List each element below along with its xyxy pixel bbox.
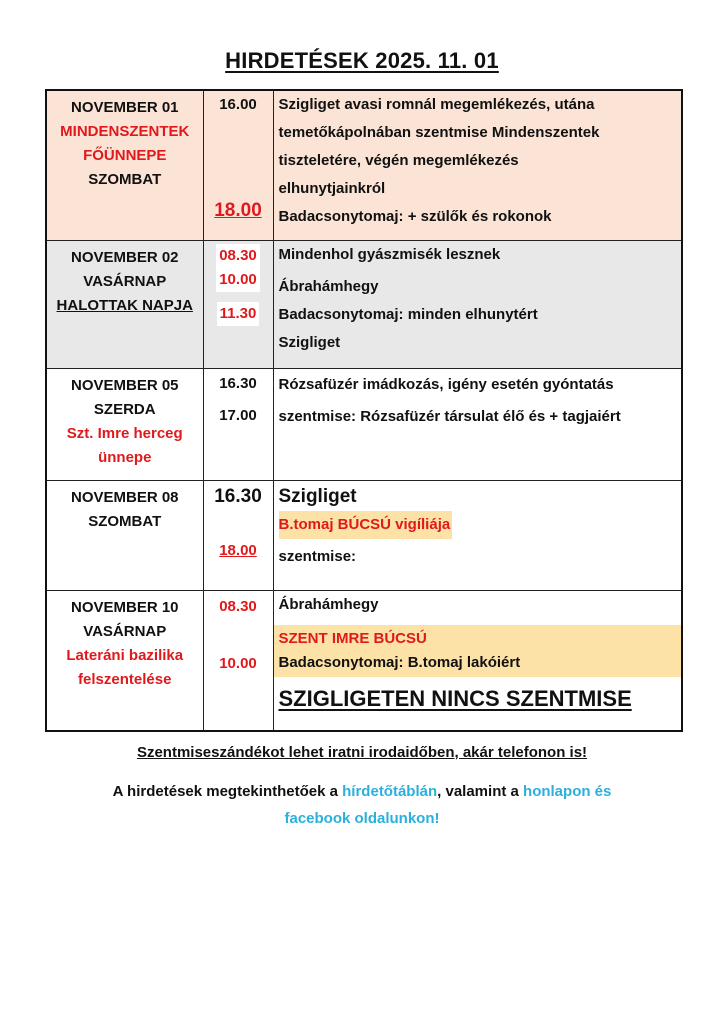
text-line: elhunytjainkról [278, 180, 386, 197]
day-cell [46, 90, 203, 241]
text-line: Ábrahámhegy [278, 278, 379, 295]
weekday-label: SZOMBAT [88, 171, 162, 188]
table-row [46, 481, 682, 591]
weekday-label: VASÁRNAP [83, 623, 167, 640]
footer-info [60, 778, 664, 832]
date-label: NOVEMBER 05 [70, 377, 179, 394]
notice-text: SZIGLIGETEN NINCS SZENTMISE [278, 686, 632, 711]
date-label: NOVEMBER 10 [70, 599, 179, 616]
date-label: NOVEMBER 02 [70, 249, 179, 266]
text-cell [273, 90, 682, 241]
text-line: Szigliget avasi romnál megemlékezés, utána [278, 96, 595, 113]
text-line: Badacsonytomaj: minden elhunytért [278, 306, 538, 323]
time-value: 08.30 [216, 244, 260, 268]
text-line: szentmise: Rózsafüzér társulat élő és + tagjaiért [278, 408, 621, 425]
table-row [46, 591, 682, 732]
highlight-block [274, 625, 682, 677]
time-value: 10.00 [219, 655, 257, 672]
feast-label: felszentelése [78, 671, 172, 688]
feast-label: FŐÜNNEPE [83, 147, 167, 164]
time-value: 11.30 [217, 302, 260, 326]
table-row [46, 369, 682, 481]
time-value: 16.30 [214, 486, 262, 507]
weekday-label: SZERDA [93, 401, 156, 418]
page-title: HIRDETÉSEK 2025. 11. 01 [225, 48, 499, 73]
time-cell [203, 241, 273, 369]
feast-label: Lateráni bazilika [66, 647, 184, 664]
time-cell [203, 481, 273, 591]
text-cell [273, 591, 682, 732]
day-cell [46, 369, 203, 481]
table-row [46, 90, 682, 241]
footer-text: A hirdetések megtekinthetőek a [112, 783, 343, 800]
day-cell [46, 241, 203, 369]
noticeboard-link[interactable]: hírdetőtáblán [342, 783, 438, 800]
text-line: szentmise: [278, 548, 357, 565]
date-label: NOVEMBER 08 [70, 489, 179, 506]
day-cell [46, 481, 203, 591]
time-value: 08.30 [219, 598, 257, 615]
text-line: Badacsonytomaj: + szülők és rokonok [278, 208, 552, 225]
text-line: Rózsafüzér imádkozás, igény esetén gyóntatás [278, 376, 614, 393]
website-link[interactable]: honlapon és [523, 783, 612, 800]
footer-text: , valamint a [437, 783, 524, 800]
time-value: 10.00 [216, 268, 260, 292]
feast-label: Szt. Imre herceg [66, 425, 183, 442]
schedule-table [45, 89, 683, 732]
feast-label: MINDENSZENTEK [60, 123, 190, 140]
time-value: 16.00 [219, 96, 257, 113]
highlighted-text: SZENT IMRE BÚCSÚ [278, 630, 427, 647]
time-value: 18.00 [219, 542, 257, 559]
footer-note: Szentmiseszándékot lehet iratni irodaidőben, akár telefonon is! [136, 744, 588, 761]
text-line: Ábrahámhegy [278, 596, 379, 613]
text-line: temetőkápolnában szentmise Mindenszentek [278, 124, 600, 141]
highlighted-text: Badacsonytomaj: B.tomaj lakóiért [278, 654, 521, 671]
time-value: 17.00 [219, 407, 257, 424]
day-cell [46, 591, 203, 732]
text-cell [273, 481, 682, 591]
time-cell [203, 591, 273, 732]
text-cell [273, 369, 682, 481]
time-value: 16.30 [219, 375, 257, 392]
feast-label: HALOTTAK NAPJA [56, 297, 193, 314]
text-line: Szigliget [278, 486, 357, 507]
table-row [46, 241, 682, 369]
text-line: Szigliget [278, 334, 341, 351]
time-value: 18.00 [214, 200, 262, 221]
text-line: Mindenhol gyászmisék lesznek [278, 246, 501, 263]
highlighted-text: B.tomaj BÚCSÚ vigíliája [279, 511, 453, 539]
date-label: NOVEMBER 01 [70, 99, 179, 116]
text-line: tiszteletére, végén megemlékezés [278, 152, 519, 169]
facebook-link[interactable]: facebook oldalunkon! [284, 810, 440, 827]
weekday-label: VASÁRNAP [83, 273, 167, 290]
time-cell [203, 369, 273, 481]
feast-label: ünnepe [98, 449, 152, 466]
text-cell [273, 241, 682, 369]
time-cell [203, 90, 273, 241]
weekday-label: SZOMBAT [88, 513, 162, 530]
